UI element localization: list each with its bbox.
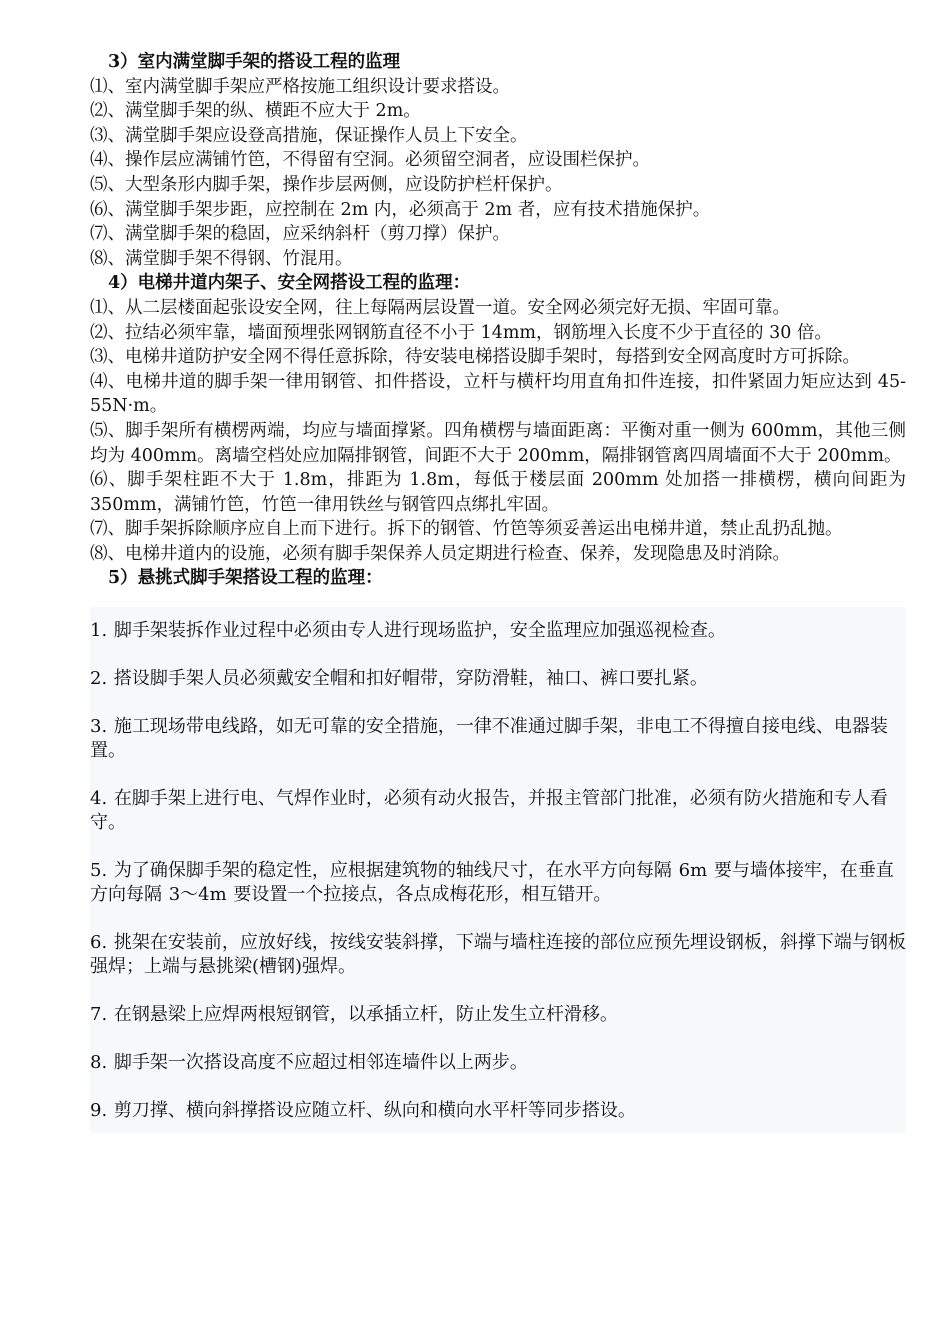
numbered-list — [90, 607, 906, 1133]
list-item: 3. 施工现场带电线路，如无可靠的安全措施，一律不准通过脚手架，非电工不得擅自接电线、电器装置。 — [90, 716, 888, 762]
paragraph: ⑵、拉结必须牢靠，墙面预埋张网钢筋直径不小于 14mm，钢筋埋入长度不少于直径的 30 倍。 — [90, 322, 832, 343]
list-item: 4. 在脚手架上进行电、气焊作业时，必须有动火报告，并报主管部门批准，必须有防火措施和专人看守。 — [90, 788, 888, 834]
section-5 — [90, 566, 906, 591]
paragraph: ⑶、电梯井道防护安全网不得任意拆除，待安装电梯搭设脚手架时，每搭到安全网高度时方可拆除。 — [90, 347, 860, 368]
section-4-heading: 4）电梯井道内架子、安全网搭设工程的监理： — [108, 273, 471, 294]
paragraph: ⑴、室内满堂脚手架应严格按施工组织设计要求搭设。 — [90, 76, 510, 97]
paragraph: ⑶、满堂脚手架应设登高措施，保证操作人员上下安全。 — [90, 125, 528, 146]
paragraph: ⑻、电梯井道内的设施，必须有脚手架保养人员定期进行检查、保养，发现隐患及时消除。 — [90, 543, 790, 564]
list-item: 1. 脚手架装拆作业过程中必须由专人进行现场监护，安全监理应加强巡视检查。 — [90, 620, 726, 642]
section-3-heading: 3）室内满堂脚手架的搭设工程的监理 — [108, 52, 401, 72]
list-item: 7. 在钢悬梁上应焊两根短钢管，以承插立杆，防止发生立杆滑移。 — [90, 1004, 618, 1026]
paragraph: ⑻、满堂脚手架不得钢、竹混用。 — [90, 248, 353, 269]
paragraph: ⑸、脚手架所有横楞两端，均应与墙面撑紧。四角横楞与墙面距离：平衡对重一侧为 600mm，其他三侧均为 400mm。离墙空档处应加隔排钢管，间距不大于 200mm，隔排钢管离四周墙面不大于 200mm。 — [90, 420, 906, 466]
section-4 — [90, 271, 906, 566]
paragraph: ⑷、电梯井道的脚手架一律用钢管、扣件搭设，立杆与横杆均用直角扣件连接，扣件紧固力矩应达到 45-55N·m。 — [90, 371, 906, 417]
list-item: 2. 搭设脚手架人员必须戴安全帽和扣好帽带，穿防滑鞋，袖口、裤口要扎紧。 — [90, 668, 708, 690]
section-3 — [90, 50, 906, 271]
section-5-heading: 5）悬挑式脚手架搭设工程的监理： — [108, 568, 383, 589]
paragraph: ⑸、大型条形内脚手架，操作步层两侧，应设防护栏杆保护。 — [90, 174, 563, 195]
paragraph: ⑷、操作层应满铺竹笆，不得留有空洞。必须留空洞者，应设围栏保护。 — [90, 150, 650, 171]
paragraph: ⑺、满堂脚手架的稳固，应采纳斜杆（剪刀撑）保护。 — [90, 224, 510, 245]
list-item: 5. 为了确保脚手架的稳定性，应根据建筑物的轴线尺寸，在水平方向每隔 6m 要与墙体接牢，在垂直方向每隔 3～4m 要设置一个拉接点，各点成梅花形，相互错开。 — [90, 860, 894, 906]
paragraph: ⑹、满堂脚手架步距，应控制在 2m 内，必须高于 2m 者，应有技术措施保护。 — [90, 199, 711, 220]
paragraph: ⑵、满堂脚手架的纵、横距不应大于 2m。 — [90, 101, 421, 122]
paragraph: ⑴、从二层楼面起张设安全网，往上每隔两层设置一道。安全网必须完好无损、牢固可靠。 — [90, 297, 790, 318]
document-page — [90, 50, 906, 1133]
paragraph: ⑺、脚手架拆除顺序应自上而下进行。拆下的钢管、竹笆等须妥善运出电梯井道，禁止乱扔乱抛。 — [90, 519, 843, 540]
paragraph: ⑹、脚手架柱距不大于 1.8m，排距为 1.8m，每低于楼层面 200mm 处加搭一排横楞，横向间距为 350mm，满铺竹笆，竹笆一律用铁丝与钢管四点绑扎牢固。 — [90, 470, 906, 515]
list-item: 6. 挑架在安装前，应放好线，按线安装斜撑，下端与墙柱连接的部位应预先埋设钢板，斜撑下端与钢板强焊；上端与悬挑梁(槽钢)强焊。 — [90, 932, 906, 978]
list-item: 8. 脚手架一次搭设高度不应超过相邻连墙件以上两步。 — [90, 1052, 528, 1074]
list-item: 9. 剪刀撑、横向斜撑搭设应随立杆、纵向和横向水平杆等同步搭设。 — [90, 1100, 636, 1122]
